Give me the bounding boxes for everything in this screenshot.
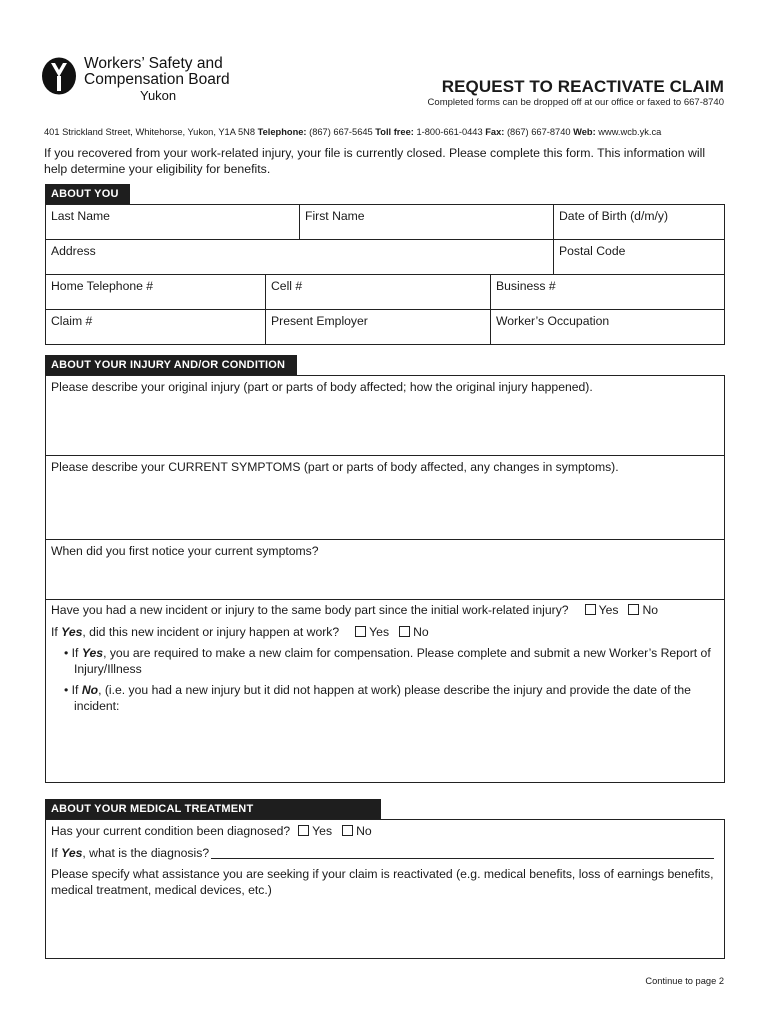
occupation-label: Worker’s Occupation (496, 314, 610, 328)
at-work-no-label: No (413, 625, 429, 639)
web-address: www.wcb.yk.ca (598, 127, 662, 137)
bullet-if-label: If (71, 646, 79, 660)
postal-code-label: Postal Code (559, 244, 626, 258)
new-incident-question (51, 603, 658, 617)
at-work-yes-label: Yes (369, 625, 390, 639)
bullet-no-text: , (i.e. you had a new injury but it did not happen at work) please describe the injury and provide the date of the incident: (74, 683, 691, 713)
last-name-label: Last Name (51, 209, 110, 223)
bullet-yes-text: , you are required to make a new claim for compensation. Please complete and submit a new Worker’s Report of Injury/Illness (74, 646, 711, 676)
contact-line (44, 127, 661, 137)
office-address: 401 Strickland Street, Whitehorse, Yukon, Y1A 5N8 (44, 127, 256, 137)
at-work-question (51, 625, 429, 639)
continue-note: Continue to page 2 (645, 976, 724, 986)
form-subtitle: Completed forms can be dropped off at our office or faxed to 667-8740 (427, 97, 724, 108)
assistance-question: Please specify what assistance you are seeking if your claim is reactivated (e.g. medical benefits, loss of earnings benefits, medical treatment, medical devices, etc.) (51, 867, 714, 897)
bullet-if-label: If (71, 683, 79, 697)
telephone-label: Telephone: (257, 127, 307, 137)
injury-table (45, 375, 725, 783)
about-you-table (45, 204, 725, 345)
org-name-line1: Workers’ Safety and (84, 55, 223, 72)
org-name-line2: Compensation Board (84, 71, 230, 88)
present-employer-field[interactable] (266, 310, 491, 344)
cell-label: Cell # (271, 279, 303, 293)
home-phone-field[interactable] (46, 275, 266, 310)
diagnosed-question (51, 824, 372, 838)
claim-number-label: Claim # (51, 314, 93, 328)
diagnosis-input-line[interactable] (211, 847, 714, 859)
diagnosed-yes-label: Yes (312, 824, 333, 838)
fax-number: (867) 667-8740 (506, 127, 571, 137)
bullet-yes-emphasis: Yes (81, 646, 104, 660)
current-symptoms-field[interactable] (46, 456, 724, 540)
business-phone-label: Business # (496, 279, 556, 293)
section-injury-heading: ABOUT YOUR INJURY AND/OR CONDITION (45, 355, 297, 376)
home-phone-label: Home Telephone # (51, 279, 154, 293)
at-work-no-checkbox[interactable] (399, 626, 410, 637)
occupation-field[interactable] (491, 310, 724, 344)
bullet-if-yes: • If Yes, you are required to make a new claim for compensation. Please complete and submit a new Worker’s Report of Injury/Illness (64, 646, 711, 676)
original-injury-field[interactable] (46, 376, 724, 456)
claim-number-field[interactable] (46, 310, 266, 344)
first-notice-label: When did you first notice your current symptoms? (51, 544, 319, 558)
first-name-field[interactable] (300, 205, 554, 240)
new-incident-yes-checkbox[interactable] (585, 604, 596, 615)
diagnosed-yes-checkbox[interactable] (298, 825, 309, 836)
wcb-logo (40, 56, 230, 104)
address-field[interactable] (46, 240, 554, 275)
dob-label: Date of Birth (d/m/y) (559, 209, 669, 223)
intro-text: If you recovered from your work-related injury, your file is currently closed. Please complete this form. This information will help determine your eligibility for benefits. (44, 146, 706, 176)
tollfree-label: Toll free: (375, 127, 414, 137)
diagnosis-label: , what is the diagnosis? (82, 846, 210, 860)
yes-emphasis: Yes (61, 625, 83, 639)
dob-field[interactable] (554, 205, 724, 240)
section-about-you-heading: ABOUT YOU (45, 184, 130, 205)
postal-code-field[interactable] (554, 240, 724, 275)
diagnosed-no-checkbox[interactable] (342, 825, 353, 836)
form-title: REQUEST TO REACTIVATE CLAIM (441, 77, 724, 96)
telephone-number: (867) 667-5645 (309, 127, 373, 137)
new-incident-no-checkbox[interactable] (628, 604, 639, 615)
new-incident-yes-label: Yes (598, 603, 619, 617)
business-phone-field[interactable] (491, 275, 724, 310)
web-label: Web: (573, 127, 596, 137)
bullet-no-emphasis: No (81, 683, 99, 697)
cell-field[interactable] (266, 275, 491, 310)
wcb-logo-icon (40, 56, 78, 96)
section-medical-heading: ABOUT YOUR MEDICAL TREATMENT (45, 799, 381, 820)
first-notice-field[interactable] (46, 540, 724, 600)
if-label: If (51, 625, 58, 639)
address-label: Address (51, 244, 96, 258)
first-name-label: First Name (305, 209, 365, 223)
new-incident-label: Have you had a new incident or injury to the same body part since the initial work-related injury? (51, 603, 569, 617)
diagnosed-no-label: No (356, 824, 372, 838)
new-incident-no-label: No (642, 603, 659, 617)
diagnosis-if-label: If (51, 846, 58, 860)
diagnosis-question (51, 846, 714, 860)
fax-label: Fax: (485, 127, 505, 137)
current-symptoms-label: Please describe your CURRENT SYMPTOMS (part or parts of body affected, any changes in symptoms). (51, 460, 619, 474)
diagnosis-yes-emphasis: Yes (61, 846, 83, 860)
bullet-if-no: • If No, (i.e. you had a new injury but it did not happen at work) please describe the injury and provide the date of the incident: (64, 683, 691, 713)
org-name-yukon: Yukon (140, 88, 177, 103)
tollfree-number: 1-800-661-0443 (416, 127, 483, 137)
at-work-label: , did this new incident or injury happen at work? (82, 625, 340, 639)
diagnosed-label: Has your current condition been diagnosed? (51, 824, 291, 838)
original-injury-label: Please describe your original injury (part or parts of body affected; how the original injury happened). (51, 380, 593, 394)
present-employer-label: Present Employer (271, 314, 368, 328)
last-name-field[interactable] (46, 205, 300, 240)
at-work-yes-checkbox[interactable] (355, 626, 366, 637)
assistance-input-area[interactable] (46, 900, 724, 958)
